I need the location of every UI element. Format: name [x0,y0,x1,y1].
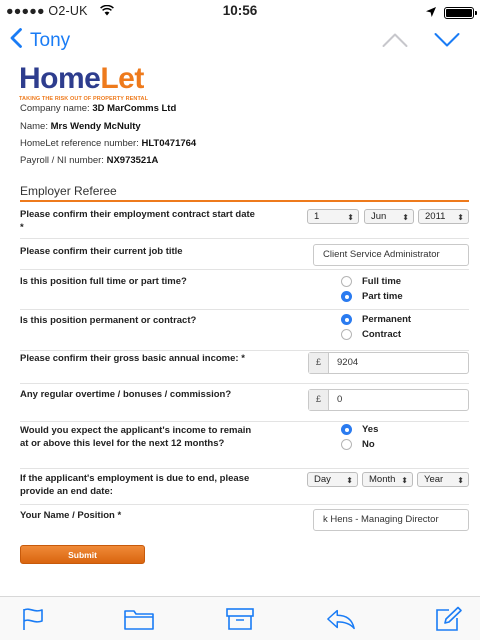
currency-symbol: £ [309,353,329,373]
section-title: Employer Referee [20,184,117,198]
row-job-title [20,246,469,270]
row-end-date [20,473,469,505]
select-arrows-icon: ⬍ [347,213,354,222]
radio-permanent[interactable]: Permanent [341,314,411,325]
email-body [0,62,480,596]
select-arrows-icon: ⬍ [457,213,464,222]
row-permanent-contract [20,315,469,351]
logo-home: Home [19,62,101,95]
question-permanent-contract: Is this position permanent or contract? [20,315,197,326]
info-payroll: Payroll / NI number: NX973521A [20,155,159,166]
start-day-select[interactable]: 1 ⬍ [307,209,359,224]
info-reference: HomeLet reference number: HLT0471764 [20,138,197,149]
radio-no[interactable]: No [341,439,375,450]
radio-button [341,329,352,340]
question-income-remain: Would you expect the applicant's income to remain at or above this level for the next 12 months? [20,425,252,449]
question-name-position: Your Name / Position * [20,510,122,521]
question-gross-income: Please confirm their gross basic annual income: * [20,353,245,364]
overtime-input[interactable]: £ 0 [308,389,469,411]
battery-icon [444,7,474,19]
carrier-label: ●●●●● O2-UK [6,4,88,18]
homelet-logo [19,62,179,106]
radio-button-selected [341,314,352,325]
row-full-part-time [20,276,469,310]
location-arrow-icon [426,5,436,20]
question-job-title: Please confirm their current job title [20,246,183,257]
radio-button-selected [341,291,352,302]
next-message-icon[interactable] [434,32,460,53]
radio-full-time[interactable]: Full time [341,276,401,287]
start-year-select[interactable]: 2011 ⬍ [418,209,469,224]
row-income-remain [20,425,469,469]
currency-symbol: £ [309,390,329,410]
radio-yes[interactable]: Yes [341,424,378,435]
mail-toolbar [0,596,480,640]
select-arrows-icon: ⬍ [402,213,409,222]
radio-contract[interactable]: Contract [341,329,401,340]
row-overtime [20,389,469,422]
gross-income-input[interactable]: £ 9204 [308,352,469,374]
status-time: 10:56 [222,3,258,18]
end-year-select[interactable]: Year ⬍ [417,472,469,487]
back-button-label: Tony [30,30,71,51]
row-start-date [20,209,469,239]
back-button[interactable] [10,28,70,54]
question-start-date: Please confirm their employment contract start date * [20,209,255,233]
nav-bar [0,22,480,62]
section-divider [20,200,469,202]
question-full-part-time: Is this position full time or part time? [20,276,187,287]
status-bar [0,0,480,22]
row-name-position [20,510,469,538]
radio-part-time[interactable]: Part time [341,291,403,302]
select-arrows-icon: ⬍ [457,476,464,485]
end-day-select[interactable]: Day ⬍ [307,472,358,487]
chevron-left-icon [10,28,30,54]
row-gross-income [20,353,469,384]
submit-button[interactable]: Submit [20,545,145,564]
folder-icon[interactable] [124,606,154,632]
compose-icon[interactable] [434,606,464,632]
radio-button [341,276,352,287]
start-month-select[interactable]: Jun ⬍ [364,209,414,224]
job-title-input[interactable]: Client Service Administrator [313,244,469,266]
select-arrows-icon: ⬍ [346,476,353,485]
select-arrows-icon: ⬍ [401,476,408,485]
radio-button-selected [341,424,352,435]
name-position-input[interactable]: k Hens - Managing Director [313,509,469,531]
logo-let: Let [100,62,144,95]
info-name: Name: Mrs Wendy McNulty [20,121,141,132]
reply-icon[interactable] [326,606,356,632]
info-company: Company name: 3D MarComms Ltd [20,103,177,114]
radio-button [341,439,352,450]
question-overtime: Any regular overtime / bonuses / commission? [20,389,232,400]
end-month-select[interactable]: Month ⬍ [362,472,413,487]
flag-icon[interactable] [18,606,48,632]
logo-tagline: TAKING THE RISK OUT OF PROPERTY RENTAL [19,96,149,102]
question-end-date: If the applicant's employment is due to end, please provide an end date: [20,473,250,497]
archive-icon[interactable] [225,606,255,632]
previous-message-icon[interactable] [382,32,408,53]
